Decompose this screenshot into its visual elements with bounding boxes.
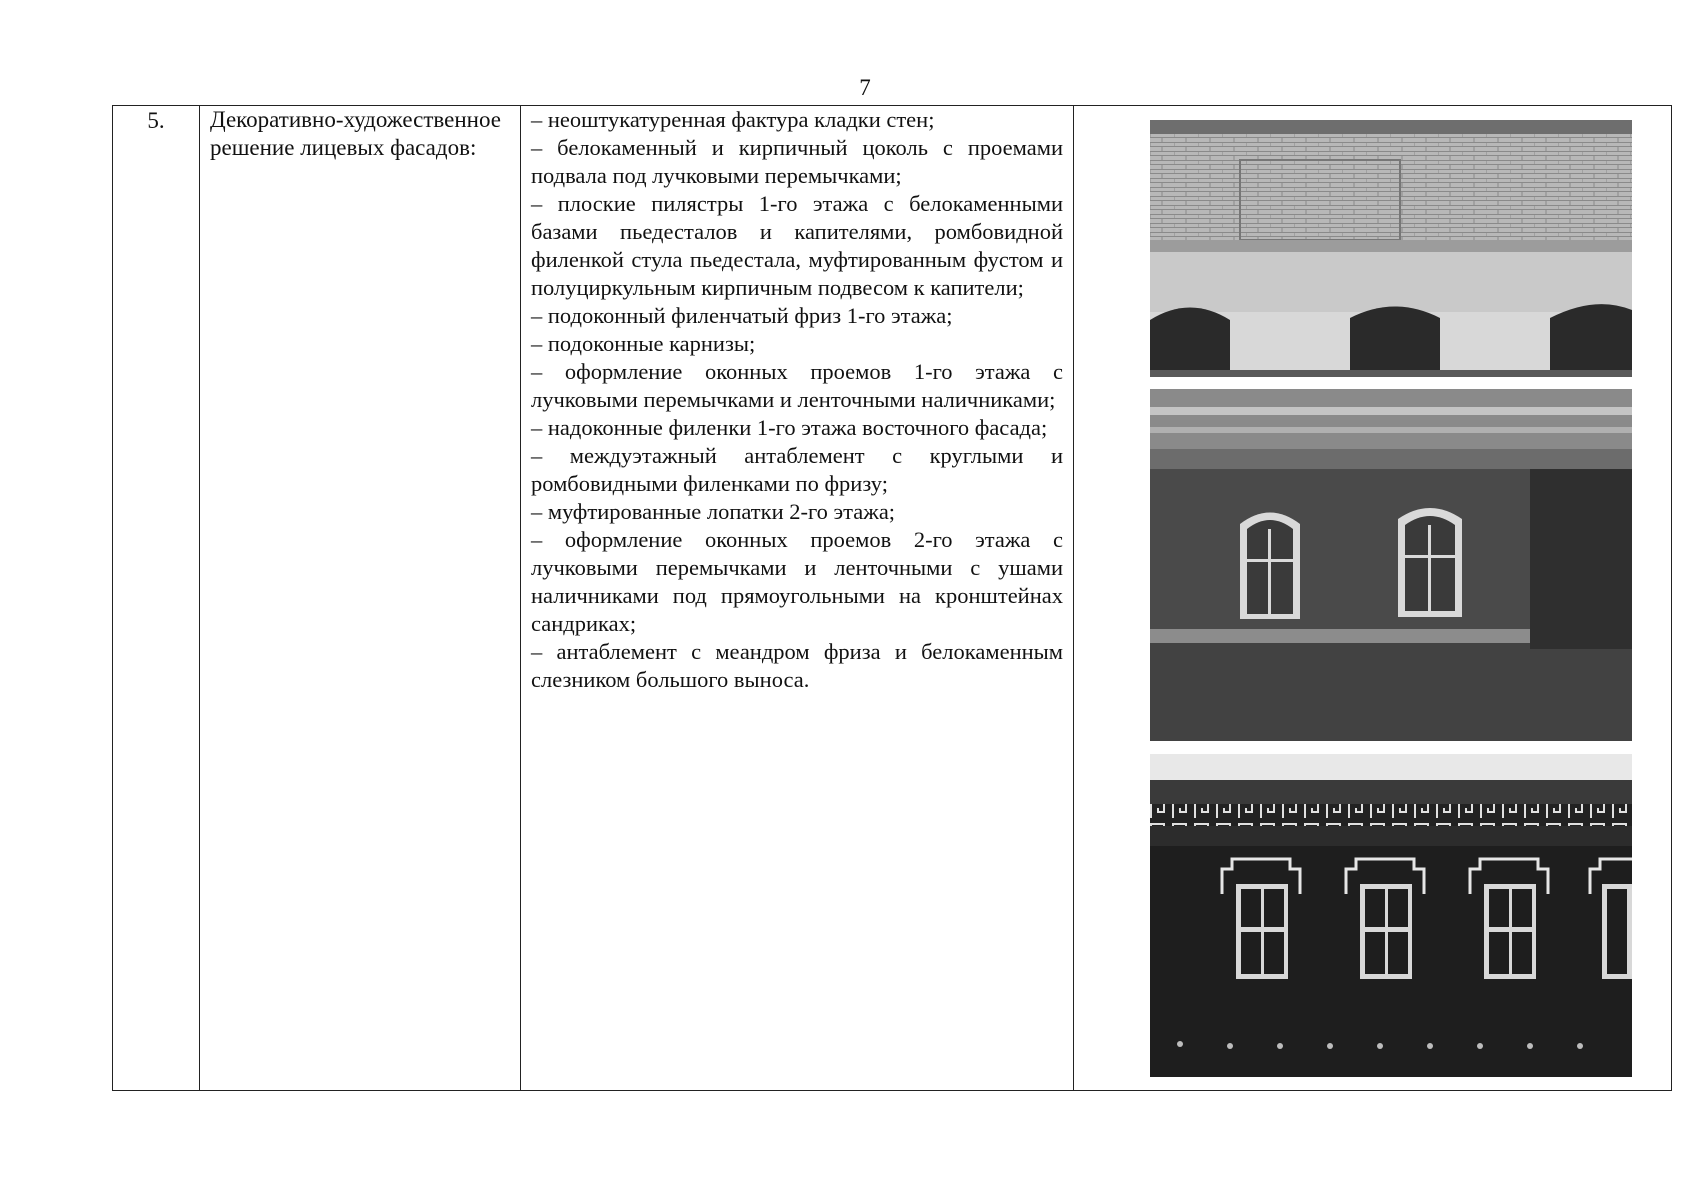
- windows-photo-image: [1150, 389, 1632, 741]
- list-item: – надоконные филенки 1-го этажа восточного фасада;: [531, 415, 1048, 440]
- list-item: – оформление оконных проемов 1-го этажа с лучковыми перемычками и ленточными наличниками;: [531, 359, 1063, 412]
- row-description: [521, 106, 1074, 1091]
- list-item: – оформление оконных проемов 2-го этажа с лучковыми перемычками и ленточными с ушами наличниками под прямоугольными на кронштейнах сандриках;: [531, 527, 1063, 636]
- list-item: – подоконные карнизы;: [531, 331, 756, 356]
- photos-cell: [1074, 106, 1672, 1091]
- list-item: – междуэтажный антаблемент с круглыми и ромбовидными филенками по фризу;: [531, 443, 1063, 496]
- frieze-photo-image: [1150, 754, 1632, 1077]
- list-item: – неоштукатуренная фактура кладки стен;: [531, 107, 935, 132]
- row-index: 5.: [113, 106, 200, 1091]
- table-row: [113, 106, 1672, 1091]
- list-item: – подоконный филенчатый фриз 1-го этажа;: [531, 303, 953, 328]
- page-number: 7: [859, 75, 871, 100]
- photo-meander-frieze: [1150, 754, 1632, 1077]
- row-name: Декоративно-художественное решение лицевых фасадов:: [200, 106, 521, 1091]
- list-item: – плоские пилястры 1-го этажа с белокаменными базами пьедесталов и капителями, ромбовидной филенкой стула пьедестала, муфтированным фустом и полуциркульным кирпичным подвесом к капители;: [531, 191, 1063, 300]
- list-item: – белокаменный и кирпичный цоколь с проемами подвала под лучковыми перемычками;: [531, 135, 1063, 188]
- plinth-photo-image: [1150, 120, 1632, 377]
- facade-table: [112, 105, 1672, 1091]
- photo-windows-first-floor: [1150, 389, 1632, 741]
- list-item: – антаблемент с меандром фриза и белокаменным слезником большого выноса.: [531, 639, 1063, 692]
- photo-plinth: [1150, 120, 1632, 377]
- list-item: – муфтированные лопатки 2-го этажа;: [531, 499, 896, 524]
